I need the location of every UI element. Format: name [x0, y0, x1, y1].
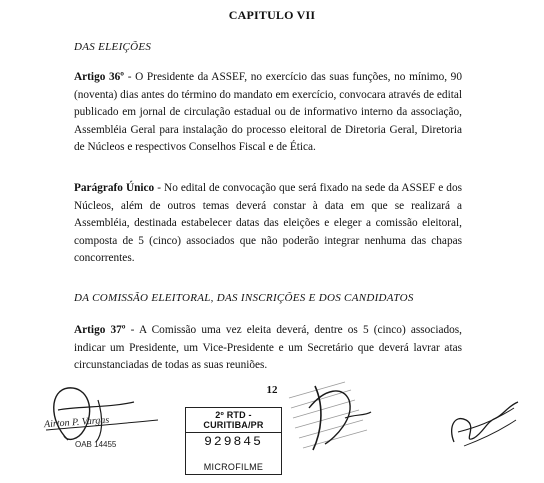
chapter-title: CAPITULO VII [228, 8, 316, 22]
article-37 [74, 322, 462, 375]
oab-registration: OAB 14455 [75, 440, 117, 449]
sole-paragraph-text: - No edital de convocação que será fixado na sede da ASSEF e dos Núcleos, além de outros temas deverá constar à data em que se realizará a Assembléia, destinada estabelecer datas das eleições e eleger a comissão eleitoral, composta de 5 (cinco) associados que não poderão integrar nenhuma das chapas concorrentes. [74, 182, 462, 264]
article-36-label: Artigo 36º [74, 71, 125, 83]
page-number: 12 [266, 384, 278, 396]
signatory-name: Airton P. Vargas [43, 414, 110, 431]
sole-paragraph [74, 180, 462, 268]
article-36 [74, 69, 462, 157]
article-37-text: - A Comissão uma vez eleita deverá, dentre os 5 (cinco) associados, indicar um Presidente, um Vice-Presidente e um Secretário que deverá lavrar atas circunstanciadas de todas as suas reuniões. [74, 324, 462, 371]
article-37-label: Artigo 37º [74, 324, 126, 336]
registry-stamp [185, 407, 282, 475]
section-heading-commission: DA COMISSÃO ELEITORAL, DAS INSCRIÇÕES E DOS CANDIDATOS [74, 292, 414, 304]
sole-paragraph-label: Parágrafo Único [74, 182, 155, 194]
stamp-number: 929845 [204, 434, 263, 449]
section-heading-elections: DAS ELEIÇÕES [74, 41, 152, 53]
handwritten-signature-right [444, 392, 524, 456]
stamp-footer: MICROFILME [203, 462, 264, 472]
article-36-text: - O Presidente da ASSEF, no exercício das suas funções, no mínimo, 90 (noventa) dias antes do término do mandato em exercício, convocara através de edital publicado em jornal de circulação estadual ou de informativo interno da associação, Assembléia Geral para instalação do processo eleitoral de Diretoria Geral, Diretoria de Núcleos e respectivos Conselhos Fiscal e de Ética. [74, 71, 462, 153]
notary-seal [285, 378, 395, 456]
stamp-title: 2º RTD - CURITIBA/PR [186, 410, 281, 433]
